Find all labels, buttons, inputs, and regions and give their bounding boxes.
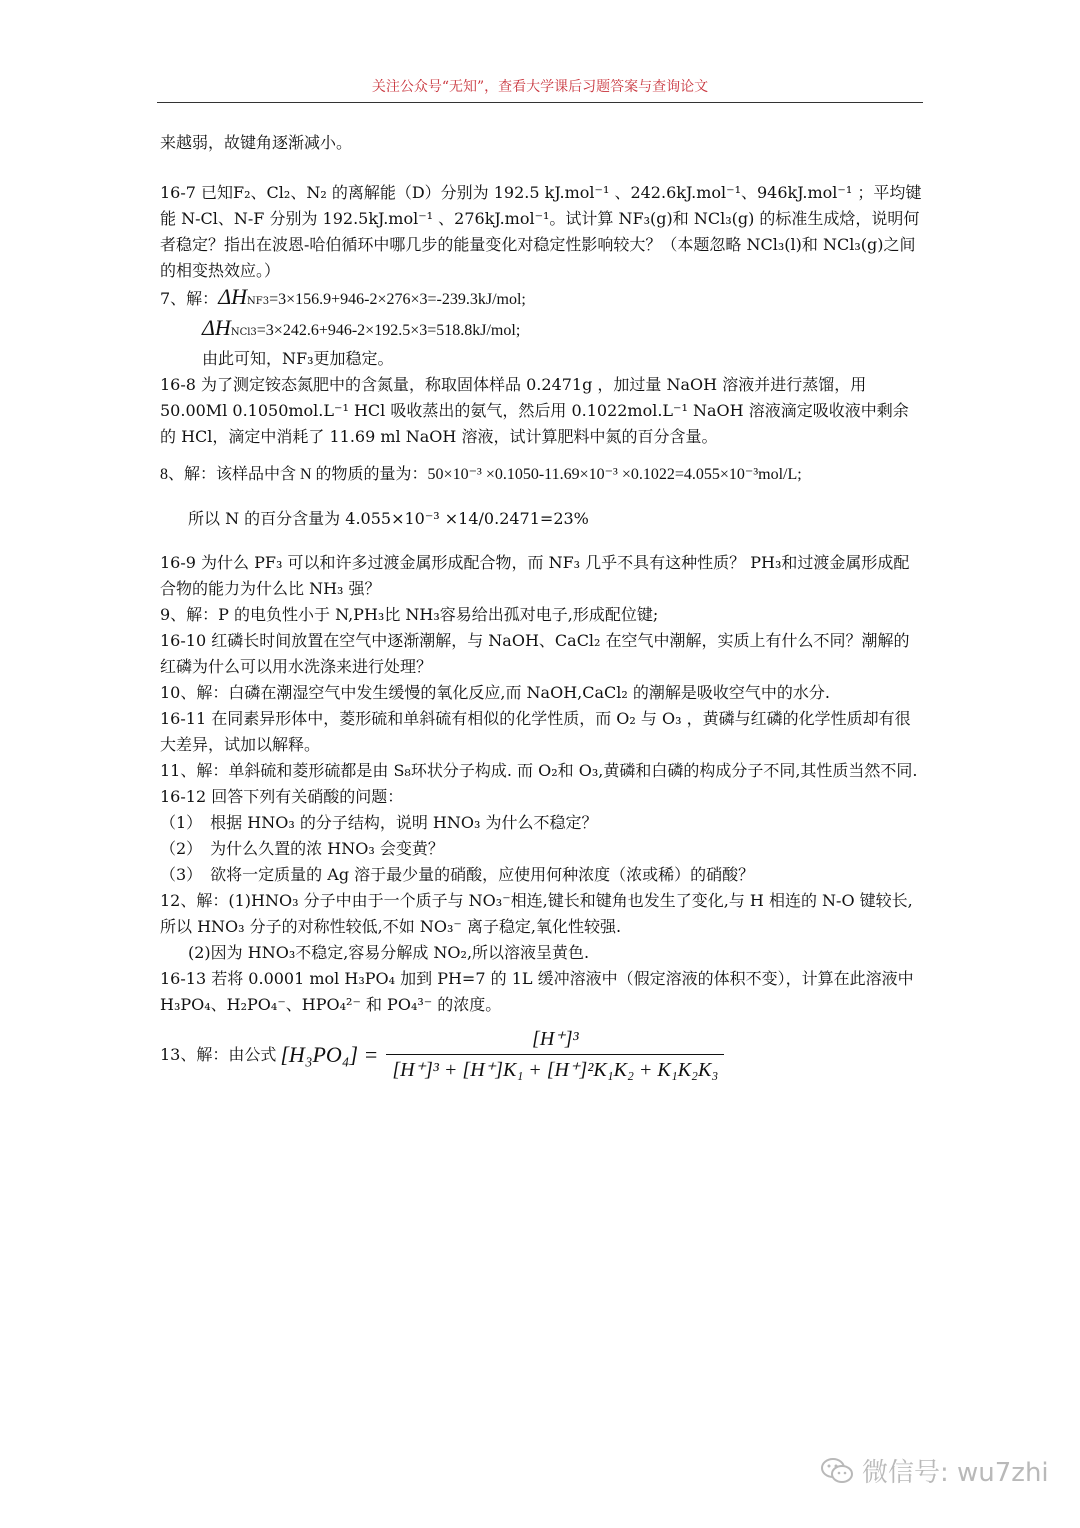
watermark-text: 微信号: wu7zhi xyxy=(862,1458,1049,1488)
answer-7-line2 xyxy=(160,315,924,346)
answer-8-line2: 所以 N 的百分含量为 4.055×10⁻³ ×14/0.2471=23% xyxy=(188,509,589,528)
question-16-11: 16-11 在同素异形体中，菱形硫和单斜硫有相似的化学性质，而 O₂ 与 O₃ ，黄磷与红磷的化学性质却有很大差异，试加以解释。 xyxy=(160,709,911,754)
sub-question-3: （3） 欲将一定质量的 Ag 溶于最少量的硝酸，应使用何种浓度（浓或稀）的硝酸？ xyxy=(160,865,755,884)
wechat-watermark xyxy=(820,1452,1049,1489)
answer-label: 7、解： xyxy=(160,289,219,308)
question-16-12: 16-12 回答下列有关硝酸的问题： xyxy=(160,787,404,806)
formula-numerator: [H⁺]³ xyxy=(532,1028,579,1050)
formula-lhs: [H₃PO₄] = xyxy=(280,1041,379,1067)
answer-10: 10、解：白磷在潮湿空气中发生缓慢的氧化反应,而 NaOH,CaCl₂ 的潮解是吸收空气中的水分. xyxy=(160,683,830,702)
delta-h-symbol: ΔH xyxy=(202,315,231,340)
paragraph: 来越弱，故键角逐渐减小。 xyxy=(160,133,353,152)
answer-11: 11、解：单斜硫和菱形硫都是由 S₈环状分子构成. 而 O₂和 O₃,黄磷和白磷的构成分子不同,其性质当然不同. xyxy=(160,761,918,780)
sub-question-1: （1） 根据 HNO₃ 的分子结构，说明 HNO₃ 为什么不稳定？ xyxy=(160,813,598,832)
answer-7-line1 xyxy=(160,284,924,315)
sub-question-2: （2） 为什么久置的浓 HNO₃ 会变黄？ xyxy=(160,839,444,858)
subscript-nf3: NF3 xyxy=(247,296,270,307)
answer-7-conclusion: 由此可知，NF₃更加稳定。 xyxy=(202,349,394,368)
formula-fraction xyxy=(386,1026,724,1083)
nf3-calculation: =3×156.9+946-2×276×3=-239.3kJ/mol; xyxy=(269,291,526,308)
answer-12-part1: 12、解：(1)HNO₃ 分子中由于一个质子与 NO₃⁻相连,键长和键角也发生了变化,与 H 相连的 N-O 键较长,所以 HNO₃ 分子的对称性较低,不如 NO₃⁻ 离子稳定,氧化性较强. xyxy=(160,891,913,936)
question-16-13: 16-13 若将 0.0001 mol H₃PO₄ 加到 PH=7 的 1L 缓冲溶液中（假定溶液的体积不变），计算在此溶液中 H₃PO₄、H₂PO₄⁻、HPO₄²⁻ 和 PO₄³⁻ 的浓度。 xyxy=(160,969,914,1014)
answer-8-line1: 8、解：该样品中含 N 的物质的量为：50×10⁻³ ×0.1050-11.69×10⁻³ ×0.1022=4.055×10⁻³mol/L; xyxy=(160,466,802,483)
question-16-8: 16-8 为了测定铵态氮肥中的含氮量，称取固体样品 0.2471g ，加过量 NaOH 溶液并进行蒸馏，用 50.00Ml 0.1050mol.L⁻¹ HCl 吸收蒸出的氨气，然后用 0.1022mol.L⁻¹ NaOH 溶液滴定吸收液中剩余的 HCl，滴定中消耗了 11.69 ml NaOH 溶液，试计算肥料中氮的百分含量。 xyxy=(160,375,909,446)
answer-12-part2: (2)因为 HNO₃不稳定,容易分解成 NO₂,所以溶液呈黄色. xyxy=(188,943,590,962)
ncl3-calculation: =3×242.6+946-2×192.5×3=518.8kJ/mol; xyxy=(256,322,521,339)
answer-13-label: 13、解：由公式 xyxy=(160,1044,277,1064)
delta-h-symbol: ΔH xyxy=(218,284,247,309)
document-body xyxy=(160,130,924,1083)
wechat-icon xyxy=(820,1457,854,1485)
answer-9: 9、解：P 的电负性小于 N,PH₃比 NH₃容易给出孤对电子,形成配位键; xyxy=(160,605,659,624)
question-16-9: 16-9 为什么 PF₃ 可以和许多过渡金属形成配合物，而 NF₃ 几乎不具有这种性质？ PH₃和过渡金属形成配合物的能力为什么比 NH₃ 强？ xyxy=(160,553,910,598)
answer-13 xyxy=(160,1026,924,1083)
page-header: 关注公众号“无知”，查看大学课后习题答案与查询论文 xyxy=(157,76,923,103)
subscript-ncl3: NCl3 xyxy=(230,327,257,338)
formula-denominator: [H⁺]³ + [H⁺]K₁ + [H⁺]²K₁K₂ + K₁K₂K₃ xyxy=(386,1054,724,1083)
question-16-7: 16-7 已知F₂、Cl₂、N₂ 的离解能（D）分别为 192.5 kJ.mol⁻¹ 、242.6kJ.mol⁻¹、946kJ.mol⁻¹ ；平均键能 N-Cl、N-F 分别为 192.5kJ.mol⁻¹ 、276kJ.mol⁻¹。试计算 NF₃(g)和 NCl₃(g) 的标准生成焓，说明何者稳定？指出在波恩-哈伯循环中哪几步的能量变化对稳定性影响较大？（本题忽略 NCl₃(l)和 NCl₃(g)之间的相变热效应。） xyxy=(160,183,922,280)
question-16-10: 16-10 红磷长时间放置在空气中逐渐潮解，与 NaOH、CaCl₂ 在空气中潮解，实质上有什么不同？潮解的红磷为什么可以用水洗涤来进行处理？ xyxy=(160,631,910,676)
